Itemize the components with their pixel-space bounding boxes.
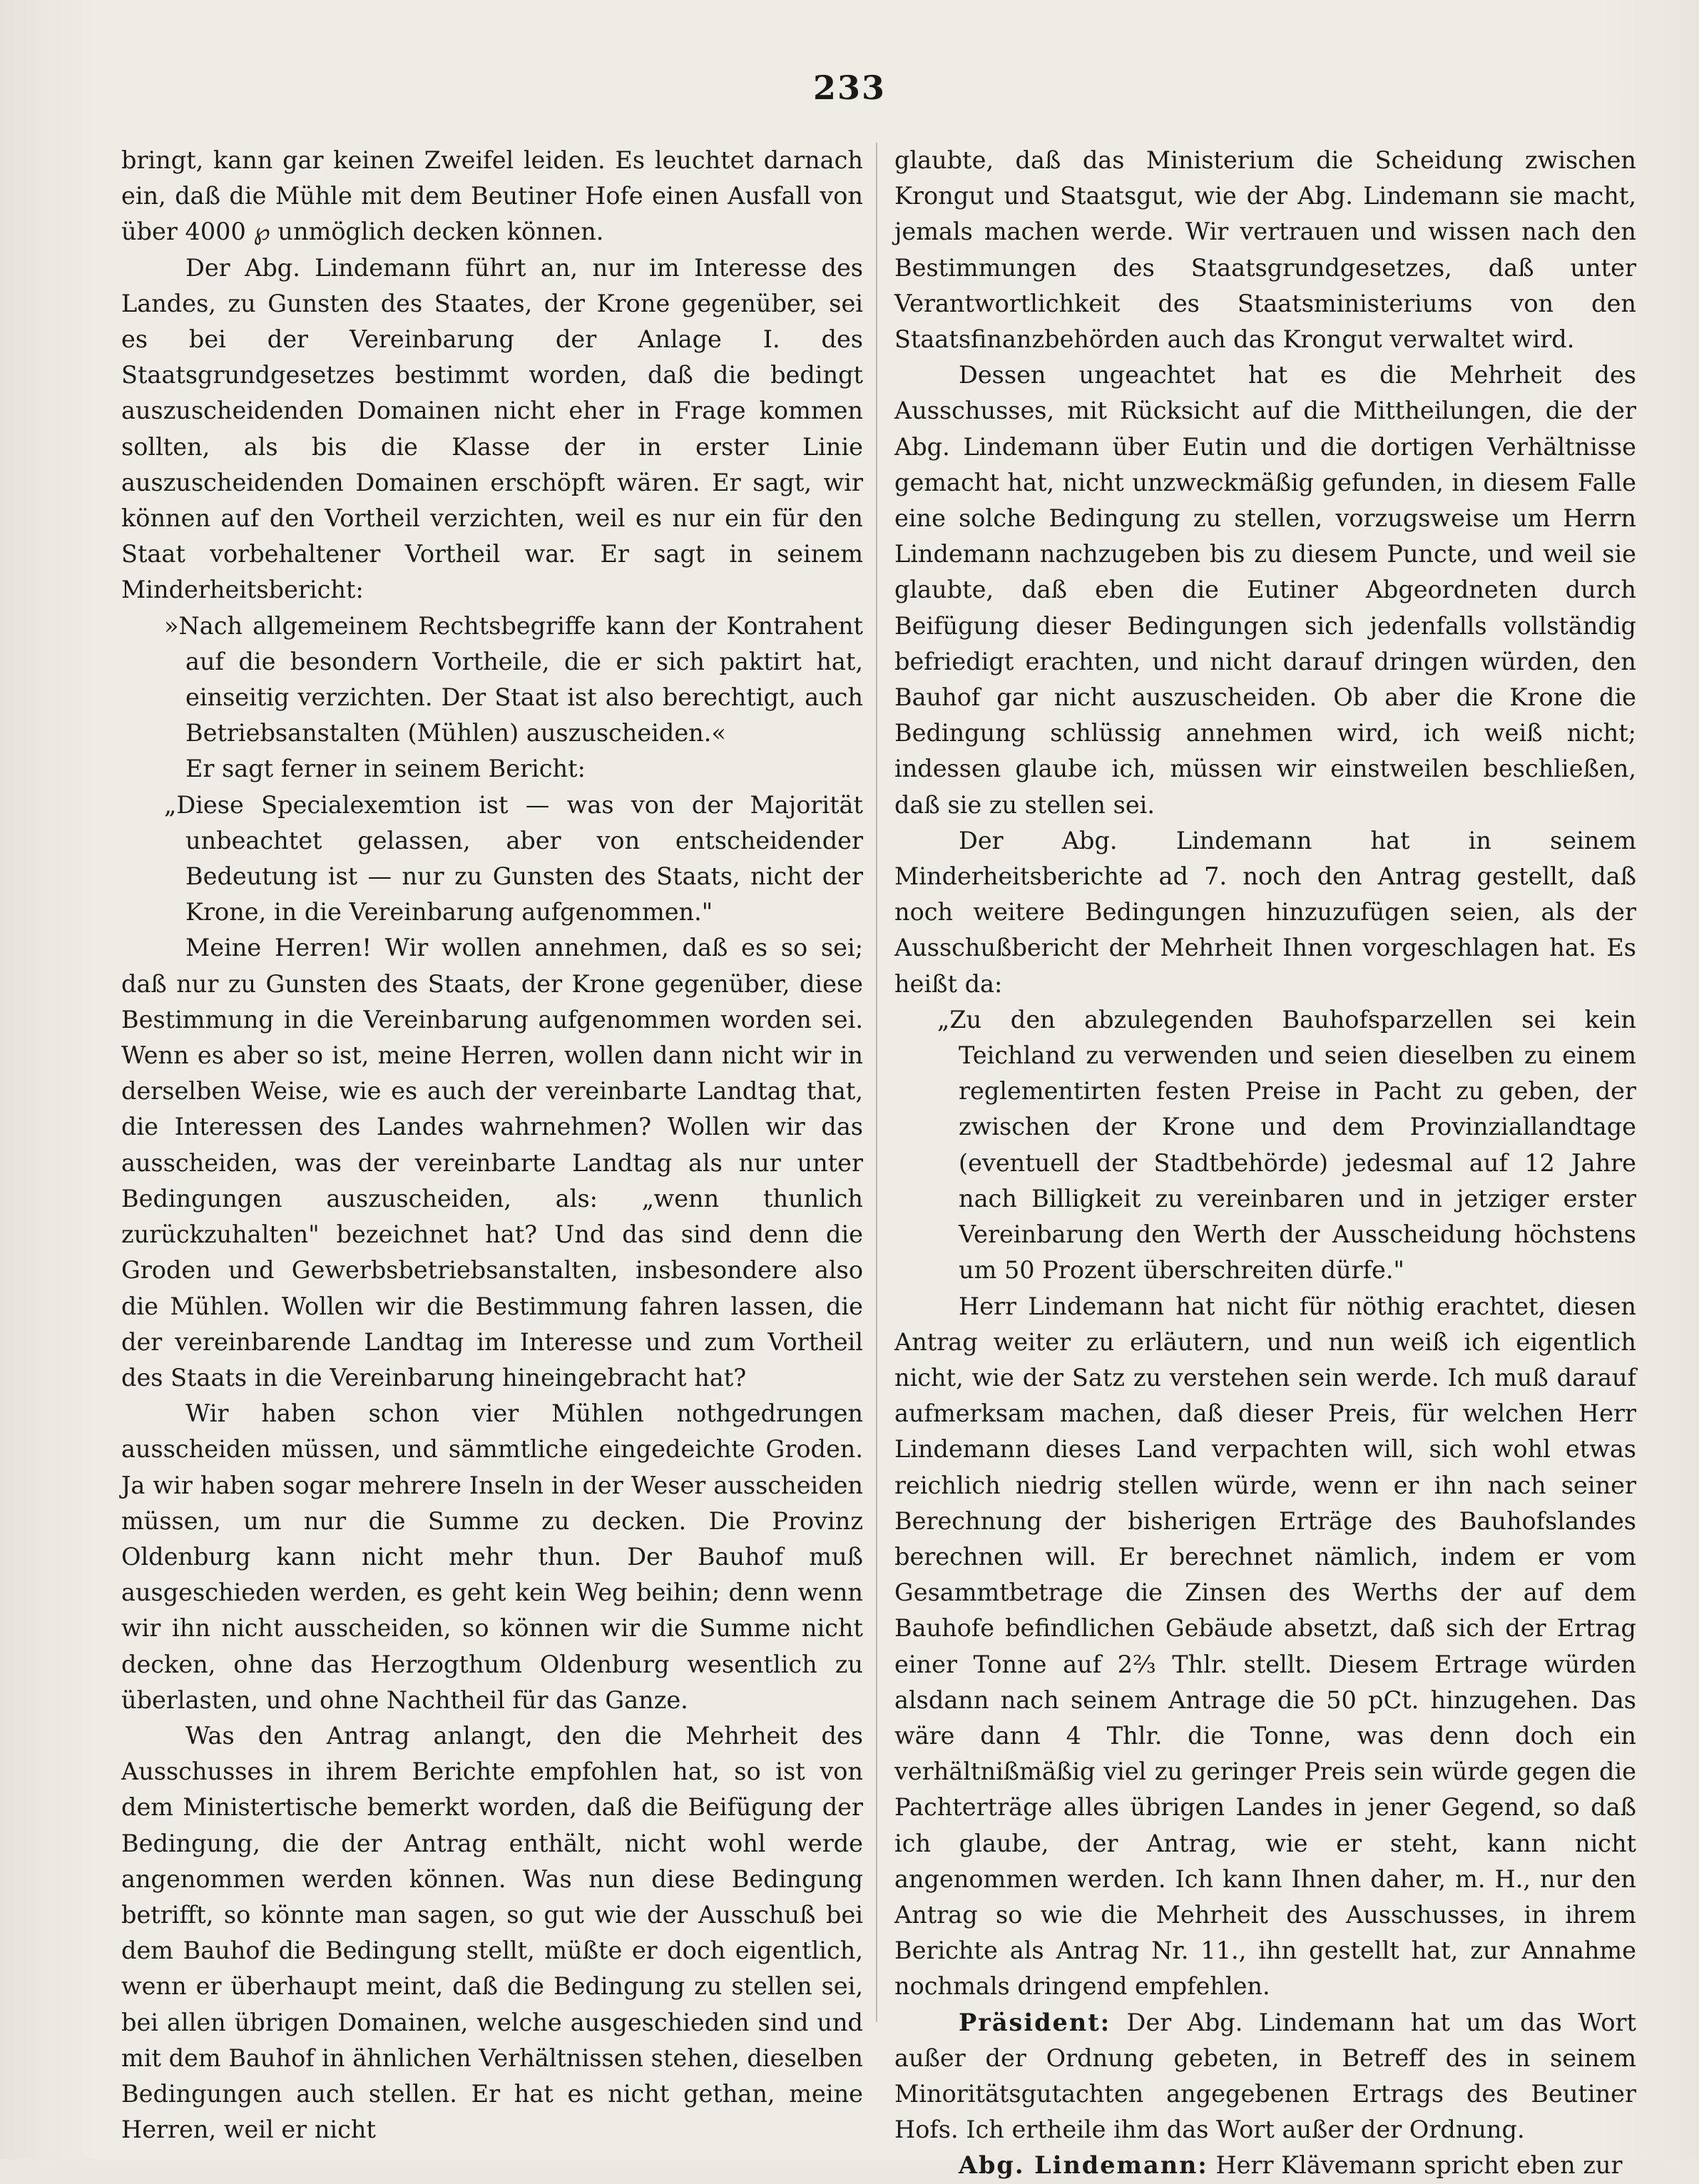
speech-text: Herr Klävemann spricht eben zur — [1215, 2151, 1623, 2180]
paragraph: Der Abg. Lindemann hat in seinem Minderheitsberichte ad 7. noch den Antrag gestellt, daß noch weitere Bedingungen hinzuzufügen seien, als der Ausschußbericht der Mehrheit Ihnen vorgeschlagen hat. Es heißt da: — [894, 826, 1636, 998]
quoted-paragraph: »Nach allgemeinem Rechtsbegriffe kann der Kontrahent auf die besondern Vortheile, die er sich paktirt hat, einseitig verzichten. Der Staat ist also berechtigt, auch Betriebsanstalten (Mühlen) auszuscheiden.« — [164, 611, 863, 747]
quoted-paragraph: „Zu den abzulegenden Bauhofsparzellen sei kein Teichland zu verwenden und seien dieselben zu einem reglementirten festen Preise in Pacht zu geben, der zwischen der Krone und dem Provinziallandtage (eventuell der Stadtbehörde) jedesmal auf 12 Jahre nach Billigkeit zu vereinbaren und in jetziger erster Vereinbarung den Werth der Ausscheidung höchstens um 50 Prozent überschreiten dürfe." — [937, 1005, 1636, 1285]
right-column — [894, 143, 1636, 2184]
paragraph: bringt, kann gar keinen Zweifel leiden. Es leuchtet darnach ein, daß die Mühle mit dem Beutiner Hofe einen Ausfall von über 4000 ℘ unmöglich decken können. — [121, 146, 863, 246]
paragraph: Der Abg. Lindemann führt an, nur im Interesse des Landes, zu Gunsten des Staates, der Krone gegenüber, sei es bei der Vereinbarung der Anlage I. des Staatsgrundgesetzes bestimmt worden, daß die bedingt auszuscheidenden Domainen nicht eher in Frage kommen sollten, als bis die Klasse der in erster Linie auszuscheidenden Domainen erschöpft wären. Er sagt, wir können auf den Vortheil verzichten, weil es nur ein für den Staat vorbehaltener Vortheil war. Er sagt in seinem Minderheitsbericht: — [121, 253, 863, 604]
speech-text: Der Abg. Lindemann hat um das Wort außer der Ordnung gebeten, in Betreff des in seinem Minoritätsgutachten angegebenen Ertrags des Beutiner Hofs. Ich ertheile ihm das Wort außer der Ordnung. — [894, 2008, 1636, 2144]
paragraph: Dessen ungeachtet hat es die Mehrheit des Ausschusses, mit Rücksicht auf die Mittheilungen, die der Abg. Lindemann über Eutin und die dortigen Verhältnisse gemacht hat, nicht unzweckmäßig gefunden, in diesem Falle eine solche Bedingung zu stellen, vorzugsweise um Herrn Lindemann nachzugeben bis zu diesem Puncte, und weil sie glaubte, daß eben die Eutiner Abgeordneten durch Beifügung dieser Bedingungen sich jedenfalls vollständig befriedigt erachten, und nicht darauf dringen würden, den Bauhof gar nicht auszuscheiden. Ob aber die Krone die Bedingung schlüssig annehmen wird, ich weiß nicht; indessen glaube ich, müssen wir einstweilen beschließen, daß sie zu stellen sei. — [894, 361, 1636, 819]
paragraph: Er sagt ferner in seinem Bericht: — [185, 755, 586, 783]
paragraph: Wir haben schon vier Mühlen nothgedrungen ausscheiden müssen, und sämmtliche eingedeichte Groden. Ja wir haben sogar mehrere Inseln in der Weser ausscheiden müssen, um nur die Summe zu decken. Die Provinz Oldenburg kann nicht mehr thun. Der Bauhof muß ausgeschieden werden, es geht kein Weg beihin; denn wenn wir ihn nicht ausscheiden, so können wir die Summe nicht decken, ohne das Herzogthum Oldenburg wesentlich zu überlasten, und ohne Nachtheil für das Ganze. — [121, 1399, 863, 1714]
paragraph: Was den Antrag anlangt, den die Mehrheit des Ausschusses in ihrem Berichte empfohlen hat, so ist von dem Ministertische bemerkt worden, daß die Beifügung der Bedingung, die der Antrag enthält, nicht wohl werde angenommen werden können. Was nun diese Bedingung betrifft, so könnte man sagen, so gut wie der Ausschuß bei dem Bauhof die Bedingung stellt, müßte er doch eigentlich, wenn er überhaupt meint, daß die Bedingung zu stellen sei, bei allen übrigen Domainen, welche ausgeschieden sind und mit dem Bauhof in ähnlichen Verhältnissen stehen, dieselben Bedingungen auch stellen. Er hat es nicht gethan, meine Herren, weil er nicht — [121, 1721, 863, 2144]
speaker-label: Abg. Lindemann: — [959, 2151, 1208, 2180]
speech-paragraph — [894, 2148, 1636, 2183]
speaker-label: Präsident: — [959, 2008, 1111, 2036]
paragraph: glaubte, daß das Ministerium die Scheidung zwischen Krongut und Staatsgut, wie der Abg. Lindemann sie macht, jemals machen werde. Wir vertrauen und wissen nach den Bestimmungen des Staatsgrundgesetzes, daß unter Verantwortlichkeit des Staatsministeriums von den Staatsfinanzbehörden auch das Krongut verwaltet wird. — [894, 146, 1636, 354]
speech-paragraph — [894, 2005, 1636, 2148]
paragraph: Meine Herren! Wir wollen annehmen, daß es so sei; daß nur zu Gunsten des Staats, der Krone gegenüber, diese Bestimmung in die Vereinbarung aufgenommen worden sei. Wenn es aber so ist, meine Herren, wollen dann nicht wir in derselben Weise, wie es auch der vereinbarte Landtag that, die Interessen des Landes wahrnehmen? Wollen wir das ausscheiden, was der vereinbarte Landtag als nur unter Bedingungen auszuscheiden, als: „wenn thunlich zurückzuhalten" bezeichnet hat? Und das sind denn die Groden und Gewerbsbetriebsanstalten, insbesondere also die Mühlen. Wollen wir die Bestimmung fahren lassen, die der vereinbarende Landtag im Interesse und zum Vortheil des Staats in die Vereinbarung hineingebracht hat? — [121, 934, 863, 1392]
paragraph: Herr Lindemann hat nicht für nöthig erachtet, diesen Antrag weiter zu erläutern, und nun weiß ich eigentlich nicht, wie der Satz zu verstehen sein werde. Ich muß darauf aufmerksam machen, daß dieser Preis, für welchen Herr Lindemann dieses Land verpachten will, sich wohl etwas reichlich niedrig stellen würde, wenn er ihn nach seiner Berechnung der bisherigen Erträge des Bauhofslandes berechnen will. Er berechnet nämlich, indem er vom Gesammtbetrage die Zinsen des Werths der auf dem Bauhofe befindlichen Gebäude absetzt, daß sich der Ertrag einer Tonne auf 2⅔ Thlr. stellt. Diesem Ertrage würden alsdann nach seinem Antrage die 50 pCt. hinzugehen. Das wäre dann 4 Thlr. die Tonne, was denn doch ein verhältnißmäßig viel zu geringer Preis sein würde gegen die Pachterträge alles übrigen Landes in jener Gegend, so daß ich glaube, der Antrag, wie er steht, kann nicht angenommen werden. Ich kann Ihnen daher, m. H., nur den Antrag so wie die Mehrheit des Ausschusses, in ihrem Berichte als Antrag Nr. 11., ihn gestellt hat, zur Annahme nochmals dringend empfehlen. — [894, 1292, 1636, 2001]
column-divider — [876, 143, 877, 2022]
left-column — [121, 143, 863, 2148]
quoted-paragraph: „Diese Specialexemtion ist — was von der Majorität unbeachtet gelassen, aber von entscheidender Bedeutung ist — nur zu Gunsten des Staats, nicht der Krone, in die Vereinbarung aufgenommen." — [164, 790, 863, 927]
page-number: 233 — [812, 68, 887, 107]
